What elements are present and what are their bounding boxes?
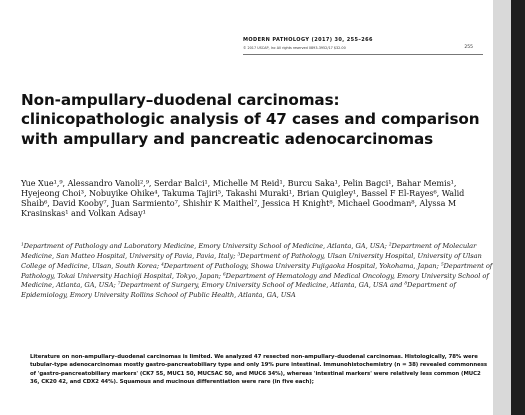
article-title: Non-ampullary–duodenal carcinomas: clinicopathologic analysis of 47 cases and comparison with ampullary and pancreatic adenocarcinomas: [21, 91, 480, 148]
viewer-scrollbar[interactable]: [493, 0, 525, 415]
copyright-line: © 2017 USCAP, Inc All rights reserved 0893-3952/17 $32.00: [243, 46, 346, 50]
running-head: [243, 37, 483, 50]
journal-citation: MODERN PATHOLOGY (2017) 30, 255–266: [243, 37, 373, 43]
page-number: 255: [464, 45, 473, 50]
header-rule: [243, 54, 483, 55]
affiliations: ¹Department of Pathology and Laboratory Medicine, Emory University School of Medicine, Atlanta, GA, USA; ²Department of Molecular Medicine, San Matteo Hospital, University of Pavia, Pavia, Italy; ³Department of Pathology, Ulsan University Hospital, University of Ulsan College of Medicine, Ulsan, South Korea; ⁴Department of Pathology, Showa University Fujigaoka Hospital, Yokohama, Japan; ⁵Department of Pathology, Tokai University Hachioji Hospital, Tokyo, Japan; ⁶Department of Hematology and Medical Oncology, Emory University School of Medicine, Atlanta, GA, USA; ⁷Department of Surgery, Emory University School of Medicine, Atlanta, GA, USA and ⁸Department of Epidemiology, Emory University Rollins School of Public Health, Atlanta, GA, USA: [21, 242, 493, 300]
abstract: Literature on non-ampullary–duodenal carcinomas is limited. We analyzed 47 resected non-ampullary–duodenal carcinomas. Histologically, 78% were tubular-type adenocarcinomas mostly gastro-pancreatobiliary type and only 19% pure intestinal. Immunohistochemistry (n = 38) revealed commonness of 'gastro-pancreatobiliary markers' (CK7 55, MUC1 50, MUC5AC 50, and MUC6 34%), whereas 'intestinal markers' were relatively less common (MUC2 36, CK20 42, and CDX2 44%). Squamous and mucinous differentiation were rare (in five each);: [30, 354, 488, 386]
author-list: Yue Xue¹,⁹, Alessandro Vanoli²,⁹, Serdar Balci¹, Michelle M Reid¹, Burcu Saka¹, Pelin Bagci¹, Bahar Memis¹, Hyejeong Choi³, Nobuyike Ohike⁴, Takuma Tajiri⁵, Takashi Muraki¹, Brian Quigley¹, Bassel F El-Rayes⁶, Walid Shaib⁶, David Kooby⁷, Juan Sarmiento⁷, Shishir K Maithel⁷, Jessica H Knight⁸, Michael Goodman⁸, Alyssa M Krasinskas¹ and Volkan Adsay¹: [21, 178, 465, 218]
scrollbar-track[interactable]: [511, 0, 525, 415]
